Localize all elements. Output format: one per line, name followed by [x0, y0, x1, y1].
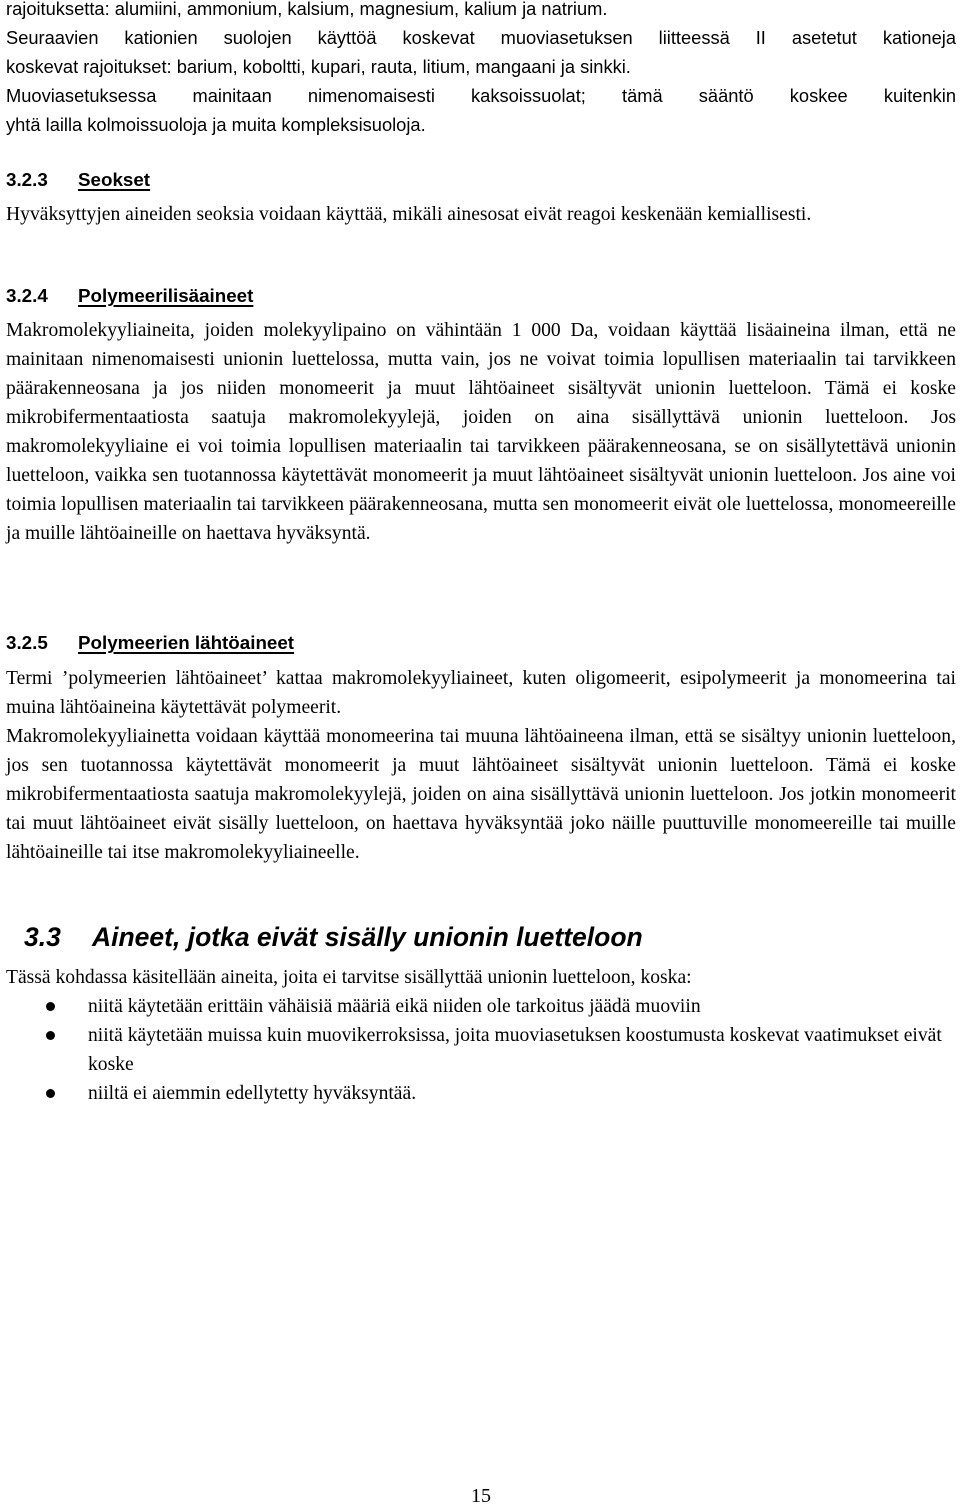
paragraph: Termi ’polymeerien lähtöaineet’ kattaa makromolekyyliaineet, kuten oligomeerit, esipolymeerit ja monomeerina tai muina lähtöaineina käytettävät polymeerit. — [6, 668, 956, 718]
section-title: Aineet, jotka eivät sisälly unionin luetteloon — [92, 922, 643, 952]
section-number: 3.2.4 — [6, 285, 48, 306]
bullet-icon — [46, 1031, 55, 1040]
intro-line: yhtä lailla kolmoissuoloja ja muita kompleksisuoloja. — [6, 114, 426, 135]
intro-line: Muoviasetuksessa mainitaan nimenomaisesti kaksoissuolat; tämä sääntö koskee kuitenkin — [6, 85, 956, 106]
bullet-list — [6, 992, 956, 1108]
intro-line: koskevat rajoitukset: barium, koboltti, kupari, rauta, litium, mangaani ja sinkki. — [6, 56, 631, 77]
bullet-icon — [46, 1089, 55, 1098]
section-body-3-3 — [6, 963, 956, 1108]
bullet-icon — [46, 1002, 55, 1011]
list-item-text: niiltä ei aiemmin edellytetty hyväksyntää. — [88, 1083, 417, 1104]
list-item-text: niitä käytetään muissa kuin muovikerroksissa, joita muoviasetuksen koostumusta koskevat vaatimukset eivät koske — [88, 1025, 942, 1075]
section-number: 3.2.3 — [6, 169, 48, 190]
section-body-3-2-5 — [6, 664, 956, 867]
section-heading-3-2-3 — [6, 165, 150, 194]
section-heading-3-2-4 — [6, 281, 253, 310]
section-title: Polymeerien lähtöaineet — [78, 632, 295, 653]
section-number: 3.2.5 — [6, 632, 48, 653]
paragraph: Makromolekyyliaineita, joiden molekyylipaino on vähintään 1 000 Da, voidaan käyttää lisäaineina ilman, että ne mainitaan nimenomaisesti unionin luettelossa, mutta vain, jos ne voivat toimia lopullisen materiaalin tai tarvikkeen päärakenneosana ja jos niiden monomeerit ja muut lähtöaineet sisältyvät unionin luetteloon. Tämä ei koske mikrobifermentaatiosta saatuja makromolekyylejä, joiden on aina sisällyttävä unionin luetteloon. Jos makromolekyyliaine ei voi toimia lopullisen materiaalin tai tarvikkeen päärakenneosana, se on sisällytettävä unionin luetteloon, vaikka sen tuotannossa käytettävät monomeerit ja muut lähtöaineet sisältyvät unionin luetteloon. Jos aine voi toimia lopullisen materiaalin tai tarvikkeen päärakenneosana, mutta sen monomeerit eivät ole luettelossa, monomeereille ja muille lähtöaineille on haettava hyväksyntä. — [6, 320, 956, 544]
page-number: 15 — [471, 1485, 491, 1507]
paragraph: Tässä kohdassa käsitellään aineita, joita ei tarvitse sisällyttää unionin luetteloon, koska: — [6, 967, 692, 988]
document-page — [6, 0, 956, 1509]
list-item — [6, 992, 956, 1021]
intro-line: rajoituksetta: alumiini, ammonium, kalsium, magnesium, kalium ja natrium. — [6, 0, 608, 19]
intro-line: Seuraavien kationien suolojen käyttöä koskevat muoviasetuksen liitteessä II asetetut kationeja — [6, 27, 956, 48]
section-title: Polymeerilisäaineet — [78, 285, 254, 306]
paragraph: Hyväksyttyjen aineiden seoksia voidaan käyttää, mikäli ainesosat eivät reagoi keskenään kemiallisesti. — [6, 204, 812, 225]
section-body-3-2-4 — [6, 316, 956, 548]
list-item-text: niitä käytetään erittäin vähäisiä määriä eikä niiden ole tarkoitus jäädä muoviin — [88, 996, 701, 1017]
list-item — [6, 1021, 956, 1079]
section-heading-3-2-5 — [6, 628, 294, 657]
intro-text — [6, 0, 956, 139]
list-item — [6, 1079, 956, 1108]
section-number: 3.3 — [24, 922, 61, 952]
section-body-3-2-3 — [6, 200, 956, 229]
paragraph: Makromolekyyliainetta voidaan käyttää monomeerina tai muuna lähtöaineena ilman, että se sisältyy unionin luetteloon, jos sen tuotannossa käytettävät monomeerit ja muut lähtöaineet sisältyvät unionin luetteloon. Tämä ei koske mikrobifermentaatiosta saatuja makromolekyylejä, joiden on aina sisällyttävä unionin luetteloon. Jos jotkin monomeerit tai muut lähtöaineet eivät sisälly luetteloon, on haettava hyväksyntää joko näille puuttuville monomeereille tai muille lähtöaineille tai itse makromolekyyliaineelle. — [6, 726, 956, 863]
section-heading-3-3 — [24, 920, 643, 954]
section-title: Seokset — [78, 169, 151, 190]
